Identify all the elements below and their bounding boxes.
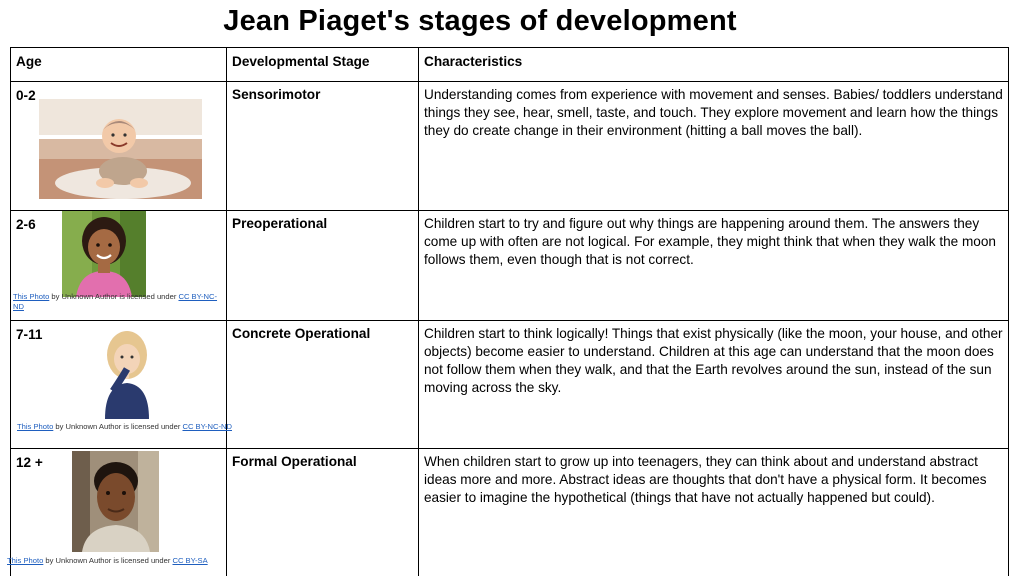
credit-text: by Unknown Author is licensed under: [53, 422, 183, 431]
table-row: [11, 82, 1009, 211]
age-cell: [11, 82, 227, 211]
photo-credit: [17, 422, 232, 432]
photo-link[interactable]: This Photo: [17, 422, 54, 431]
age-cell: [11, 321, 232, 449]
age-cell: [11, 211, 227, 321]
license-link[interactable]: CC BY-NC-ND: [13, 292, 218, 311]
stages-table: [7, 47, 1009, 576]
photo-credit: [7, 556, 227, 566]
young-girl-photo-icon: [62, 211, 146, 297]
age-label: 12 +: [16, 455, 43, 470]
characteristics-cell: When children start to grow up into teenagers, they can think about and understand abstract ideas more and more. Abstract ideas are thoughts that don't have a physical form. It becomes easier to imagine the hypothetical (things that have not actually happened but could).: [419, 449, 1009, 576]
photo-link[interactable]: This Photo: [7, 556, 44, 565]
characteristics-cell: Children start to think logically! Things that exist physically (like the moon, your house, and other objects) become easier to understand. Children at this age can understand that the moon does not follow them when they walk, and that the Earth revolves around the sun, instead of the sun moving across the sky.: [419, 321, 1009, 449]
table-row: [11, 449, 1009, 576]
characteristics-cell: Children start to try and figure out why things are happening around them. The answers they come up with often are not logical. For example, they might think that when they walk the moon follows them, even though that is not correct.: [419, 211, 1009, 321]
age-label: 2-6: [16, 217, 36, 232]
characteristics-cell: Understanding comes from experience with movement and senses. Babies/ toddlers understand things they see, hear, smell, taste, and touch. They explore movement and learn how the things they do create change in their environment (hitting a ball moves the ball).: [419, 82, 1009, 211]
credit-text: by Unknown Author is licensed under: [43, 556, 173, 565]
table-row: [11, 211, 1009, 321]
thinking-girl-photo-icon: [91, 329, 163, 419]
header-age: Age: [11, 48, 227, 82]
license-link[interactable]: CC BY-SA: [172, 556, 208, 565]
stage-cell: Preoperational: [227, 211, 419, 321]
table-row: [11, 321, 1009, 449]
boy-photo-icon: [72, 451, 159, 552]
header-stage: Developmental Stage: [227, 48, 419, 82]
table-header-row: [11, 48, 1009, 82]
age-cell: [7, 449, 227, 576]
stage-cell: Formal Operational: [227, 449, 419, 576]
age-label: 0-2: [16, 88, 36, 103]
stage-cell: Sensorimotor: [227, 82, 419, 211]
header-characteristics: Characteristics: [419, 48, 1009, 82]
license-link[interactable]: CC BY-NC-ND: [182, 422, 232, 431]
stage-cell: Concrete Operational: [227, 321, 419, 449]
age-label: 7-11: [16, 327, 43, 342]
photo-credit: [13, 292, 223, 312]
credit-text: by Unknown Author is licensed under: [49, 292, 179, 301]
page-title: Jean Piaget's stages of development: [223, 5, 737, 37]
baby-photo-icon: [39, 99, 202, 199]
photo-link[interactable]: This Photo: [13, 292, 50, 301]
